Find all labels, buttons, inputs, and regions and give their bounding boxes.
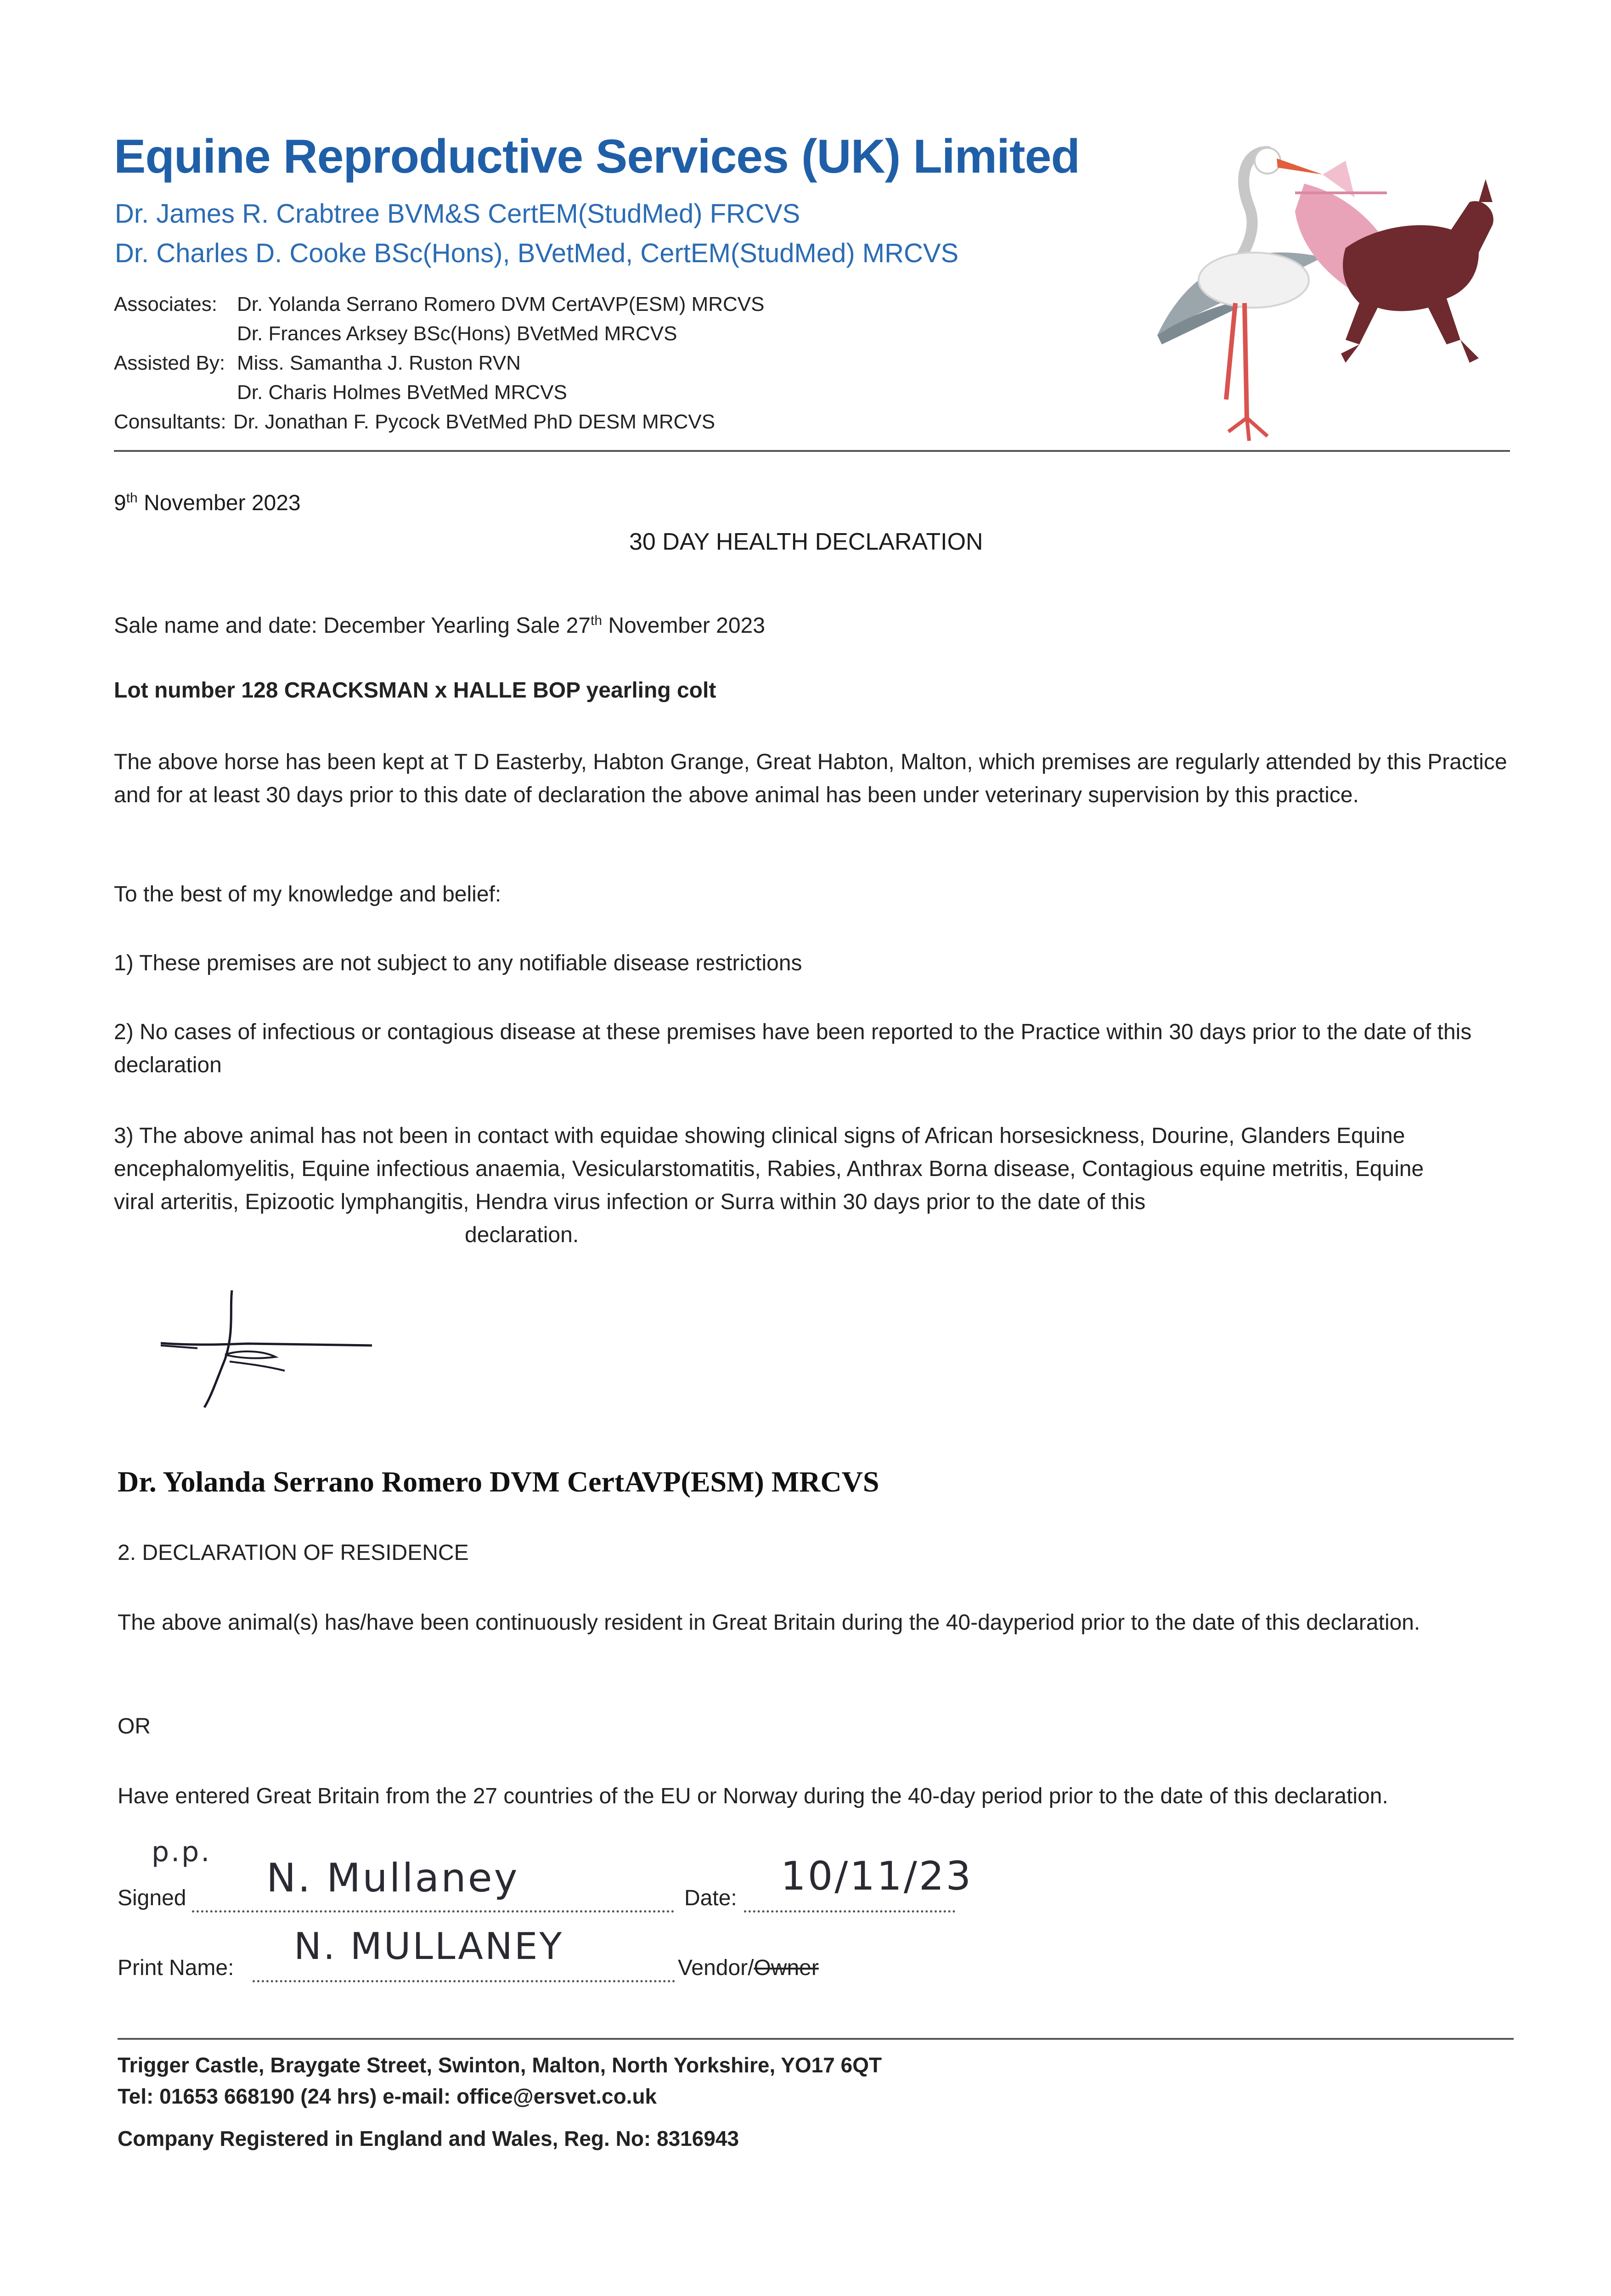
paragraph-premises: The above horse has been kept at T D Easterby, Habton Grange, Great Habton, Malton, which premises are regularly attended by this Practice and for at least 30 days prior to this date of declaration the above animal has been under veterinary supervision by this practice.	[114, 750, 1507, 807]
residence-text-2: Have entered Great Britain from the 27 countries of the EU or Norway during the 40-day period prior to the date of this declaration.	[118, 1784, 1388, 1808]
footer-divider	[118, 2038, 1514, 2040]
staff-name: Dr. Jonathan F. Pycock BVetMed PhD DESM MRCVS	[233, 411, 715, 433]
signed-handwriting: N. Mullaney	[266, 1855, 519, 1901]
declaration-item-3: 3) The above animal has not been in contact with equidae showing clinical signs of African horsesickness, Dourine, Glanders Equine encephalomyelitis, Equine infectious anaemia, Vesicularstomatitis, Rabies, Anthrax Borna disease, Contagious equine metritis, Equine viral arteritis, Epizootic lymphangitis, Hendra virus infection or Surra within 30 days prior to the date of this	[114, 1124, 1424, 1214]
stork-carrying-foal-logo	[1130, 142, 1515, 445]
lot-line: Lot number 128 CRACKSMAN x HALLE BOP yearling colt	[114, 678, 716, 703]
footer-address: Trigger Castle, Braygate Street, Swinton, Malton, North Yorkshire, YO17 6QT	[118, 2053, 882, 2077]
signed-label: Signed	[118, 1886, 186, 1910]
declaration-item-2: 2) No cases of infectious or contagious disease at these premises have been reported to the Practice within 30 days prior to the date of this declaration	[114, 1020, 1472, 1077]
vet-name-1: Dr. James R. Crabtree BVM&S CertEM(StudMed) FRCVS	[115, 199, 800, 229]
declaration-item-1: 1) These premises are not subject to any notifiable disease restrictions	[114, 951, 802, 975]
declaration-item-3-end: declaration.	[465, 1223, 579, 1247]
handwritten-signature	[156, 1281, 377, 1414]
signatory-name: Dr. Yolanda Serrano Romero DVM CertAVP(ESM) MRCVS	[118, 1465, 879, 1498]
staff-label-associates: Associates:	[114, 293, 217, 315]
staff-label-assisted: Assisted By:	[114, 352, 225, 374]
vendor-owner: Vendor/Owner	[678, 1956, 819, 1980]
print-name-handwriting: N. MULLANEY	[294, 1925, 564, 1968]
staff-name: Miss. Samantha J. Ruston RVN	[237, 352, 521, 374]
residence-or: OR	[118, 1714, 151, 1739]
company-name: Equine Reproductive Services (UK) Limited	[114, 130, 1080, 183]
letter-date: 9th November 2023	[114, 490, 301, 515]
vet-name-2: Dr. Charles D. Cooke BSc(Hons), BVetMed, CertEM(StudMed) MRCVS	[115, 238, 959, 268]
pp-annotation: p.p.	[152, 1836, 212, 1868]
footer-registration: Company Registered in England and Wales, Reg. No: 8316943	[118, 2127, 739, 2150]
header-divider	[114, 450, 1510, 452]
residence-heading: 2. DECLARATION OF RESIDENCE	[118, 1541, 469, 1565]
staff-name: Dr. Charis Holmes BVetMed MRCVS	[237, 381, 567, 404]
print-name-label: Print Name:	[118, 1956, 234, 1980]
staff-label-consultants: Consultants:	[114, 411, 226, 433]
staff-name: Dr. Frances Arksey BSc(Hons) BVetMed MRCVS	[237, 322, 677, 345]
date-label: Date:	[684, 1886, 737, 1910]
residence-text-1: The above animal(s) has/have been continuously resident in Great Britain during the 40-dayperiod prior to the date of this declaration.	[118, 1610, 1420, 1635]
footer-contact: Tel: 01653 668190 (24 hrs) e-mail: office@ersvet.co.uk	[118, 2084, 657, 2108]
staff-name: Dr. Yolanda Serrano Romero DVM CertAVP(ESM) MRCVS	[237, 293, 765, 315]
date-handwriting: 10/11/23	[781, 1853, 973, 1899]
belief-line: To the best of my knowledge and belief:	[114, 882, 501, 906]
document-title: 30 DAY HEALTH DECLARATION	[629, 529, 983, 555]
sale-line: Sale name and date: December Yearling Sale 27th November 2023	[114, 613, 765, 638]
